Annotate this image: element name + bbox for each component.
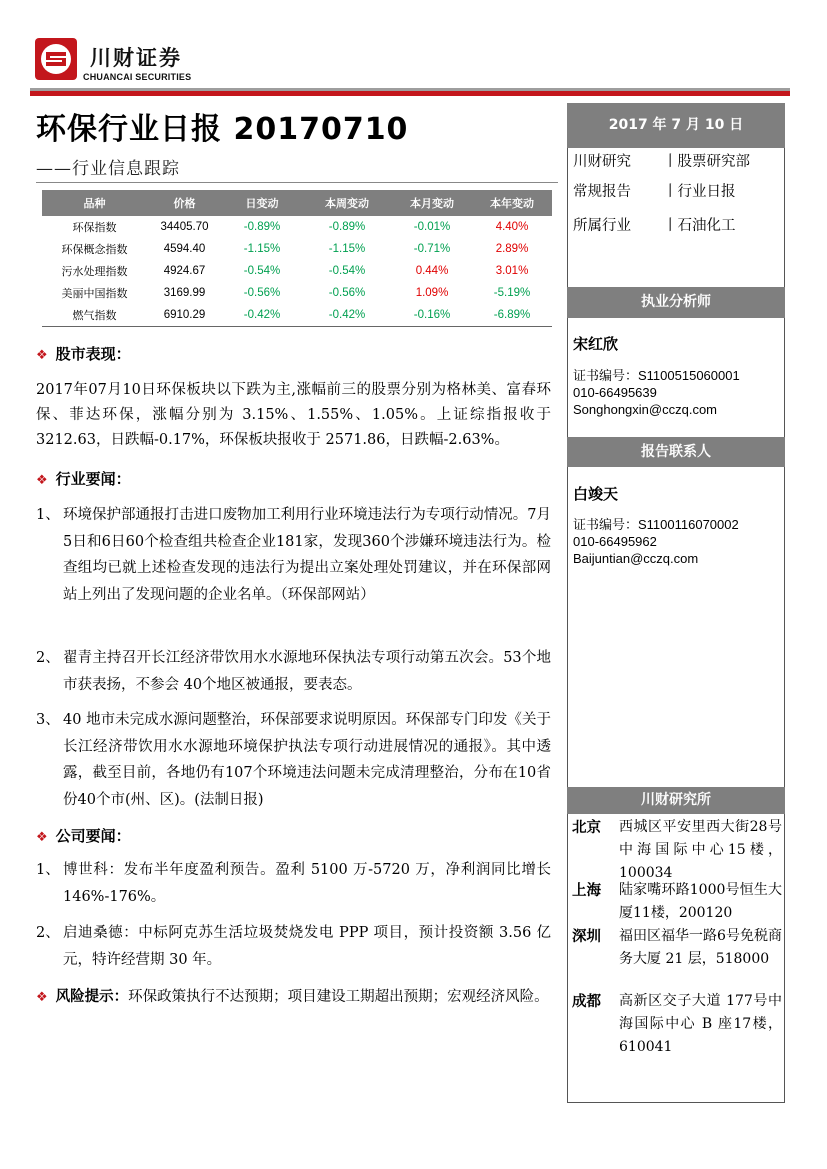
meta-key: 川财研究	[573, 154, 631, 170]
item-number: 2、	[36, 925, 60, 941]
meta-row	[573, 214, 736, 235]
table-row	[42, 216, 552, 238]
institute-heading: 川财研究所	[567, 787, 785, 814]
cell-month: 0.44%	[415, 265, 449, 277]
section-company-label: 公司要闻：	[55, 827, 131, 845]
section-market-label: 股市表现：	[55, 345, 131, 363]
title-divider	[36, 182, 558, 183]
brand-name-cn: 川财证券	[90, 46, 182, 70]
cell-year: 4.40%	[495, 221, 529, 233]
table-row	[42, 238, 552, 260]
cell-price: 3169.99	[163, 287, 206, 299]
item-number: 1、	[36, 862, 60, 878]
cell-year: -6.89%	[472, 304, 552, 327]
cell-year: 3.01%	[495, 265, 529, 277]
item-text: 翟青主持召开长江经济带饮用水水源地环保执法专项行动第五次会。53个地市获表扬，不参会 40个地区被通报，要表态。	[63, 650, 551, 693]
office-city: 成都	[572, 994, 601, 1010]
meta-row	[573, 180, 736, 201]
office-address: 陆家嘴环路1000号恒生大厦11楼，200120	[619, 882, 782, 921]
index-table	[42, 190, 552, 327]
meta-value: 丨股票研究部	[663, 154, 750, 170]
cell-name: 燃气指数	[42, 304, 147, 327]
meta-key: 所属行业	[573, 218, 631, 234]
analyst-name: 宋红欣	[573, 335, 619, 353]
cell-price: 4924.67	[163, 265, 206, 277]
col-header-month: 本月变动	[392, 190, 472, 216]
col-header-day: 日变动	[222, 190, 302, 216]
risk-text: 环保政策执行不达预期；项目建设工期超出预期；宏观经济风险。	[128, 989, 549, 1005]
office-city: 上海	[572, 883, 601, 899]
item-number: 3、	[36, 712, 60, 728]
cell-week: -0.54%	[328, 265, 366, 277]
table-row	[42, 304, 552, 327]
table-row	[42, 282, 552, 304]
contact-email: Baijuntian@cczq.com	[573, 551, 699, 566]
section-market-heading	[36, 343, 131, 364]
section-industry-heading	[36, 468, 131, 489]
diamond-bullet-icon: ❖	[36, 830, 48, 845]
diamond-bullet-icon: ❖	[36, 348, 48, 363]
cell-year: -5.19%	[493, 287, 531, 299]
contact-name: 白竣天	[573, 485, 619, 503]
cell-week: -0.42%	[302, 304, 392, 327]
cell-year: 2.89%	[495, 243, 529, 255]
cell-week: -1.15%	[328, 243, 366, 255]
industry-news-item	[36, 645, 551, 698]
item-number: 2、	[36, 650, 60, 666]
cell-price: 6910.29	[147, 304, 222, 327]
chuancai-logo-icon	[35, 38, 77, 80]
office-city: 北京	[572, 820, 601, 836]
brand-name-en: CHUANCAI SECURITIES	[83, 72, 192, 82]
cell-day: -0.56%	[243, 287, 281, 299]
cell-day: -0.89%	[243, 221, 281, 233]
header-rule-red	[30, 91, 790, 96]
company-news-item	[36, 857, 551, 910]
cell-price: 4594.40	[163, 243, 206, 255]
table-row	[42, 260, 552, 282]
risk-notice	[36, 984, 551, 1011]
section-company-heading	[36, 825, 131, 846]
diamond-bullet-icon: ❖	[36, 990, 48, 1005]
analyst-heading: 执业分析师	[567, 287, 785, 318]
col-header-week: 本周变动	[302, 190, 392, 216]
contact-cert: 证书编号：S1100116070002	[573, 517, 739, 532]
report-title: 环保行业日报 20170710	[36, 112, 409, 147]
risk-label: 风险提示：	[55, 989, 129, 1005]
meta-row	[573, 150, 750, 171]
cell-name: 环保指数	[72, 221, 117, 234]
cell-week: -0.56%	[328, 287, 366, 299]
cell-month: -0.01%	[413, 221, 451, 233]
cell-week: -0.89%	[328, 221, 366, 233]
col-header-year: 本年变动	[472, 190, 552, 216]
industry-news-item	[36, 707, 551, 813]
item-text: 40 地市未完成水源问题整治，环保部要求说明原因。环保部专门印发《关于长江经济带饮用水水源地环境保护执法专项行动进展情况的通报》。其中透露，截至目前，各地仍有107个环境违法问题未完成清理整治，分布在10省份40个市(州、区)。(法制日报)	[63, 712, 551, 808]
analyst-cert: 证书编号：S1100515060001	[573, 368, 740, 383]
item-text: 启迪桑德：中标阿克苏生活垃圾焚烧发电 PPP 项目，预计投资额 3.56 亿元，特许经营期 30 年。	[63, 925, 551, 968]
section-industry-label: 行业要闻：	[55, 470, 131, 488]
office-city: 深圳	[572, 929, 601, 945]
cell-month: 1.09%	[415, 287, 449, 299]
report-subtitle: ——行业信息跟踪	[36, 159, 180, 179]
cell-month: -0.16%	[392, 304, 472, 327]
contact-heading: 报告联系人	[567, 437, 785, 467]
cell-name: 环保概念指数	[61, 243, 128, 256]
col-header-name: 品种	[42, 190, 147, 216]
meta-key: 常规报告	[573, 184, 631, 200]
company-news-item	[36, 920, 551, 973]
item-text: 环境保护部通报打击进口废物加工利用行业环境违法行为专项行动情况。7月5日和6日60个检查组共检查企业181家，发现360个涉嫌环境违法行为。检查组均已就上述检查发现的违法行为提出立案处理处罚建议，并在环保部网站上列出了发现问题的企业名单。（环保部网站）	[63, 507, 551, 603]
office-address: 福田区福华一路6号免税商务大厦 21 层，518000	[619, 928, 782, 967]
analyst-phone: 010-66495639	[573, 385, 657, 400]
cell-name: 污水处理指数	[61, 265, 128, 278]
col-header-price: 价格	[147, 190, 222, 216]
meta-value: 丨行业日报	[663, 184, 736, 200]
cell-day: -0.54%	[243, 265, 281, 277]
industry-news-item	[36, 502, 551, 608]
cell-day: -0.42%	[222, 304, 302, 327]
cell-day: -1.15%	[243, 243, 281, 255]
cell-price: 34405.70	[160, 221, 209, 233]
cell-name: 美丽中国指数	[61, 287, 128, 300]
market-paragraph: 2017年07月10日环保板块以下跌为主,涨幅前三的股票分别为格林美、富春环保、菲达环保，涨幅分别为 3.15%、1.55%、1.05%。上证综指报收于 3212.63，日跌幅-0.17%，环保板块报收于 2571.86，日跌幅-2.63%。	[36, 382, 551, 448]
sidebar-bottom-line	[567, 1102, 785, 1103]
office-address: 西城区平安里西大街28号中海国际中心15楼，100034	[619, 819, 782, 881]
item-number: 1、	[36, 507, 60, 523]
office-address: 高新区交子大道 177号中海国际中心 B 座17楼，610041	[619, 993, 782, 1055]
meta-value: 丨石油化工	[663, 218, 736, 234]
item-text: 博世科：发布半年度盈利预告。盈利 5100 万-5720 万，净利润同比增长 146%-176%。	[63, 862, 551, 905]
diamond-bullet-icon: ❖	[36, 473, 48, 488]
analyst-email: Songhongxin@cczq.com	[573, 402, 717, 417]
contact-phone: 010-66495962	[573, 534, 657, 549]
table-header-row	[42, 190, 552, 216]
cell-month: -0.71%	[413, 243, 451, 255]
report-date: 2017 年 7 月 10 日	[567, 103, 785, 148]
